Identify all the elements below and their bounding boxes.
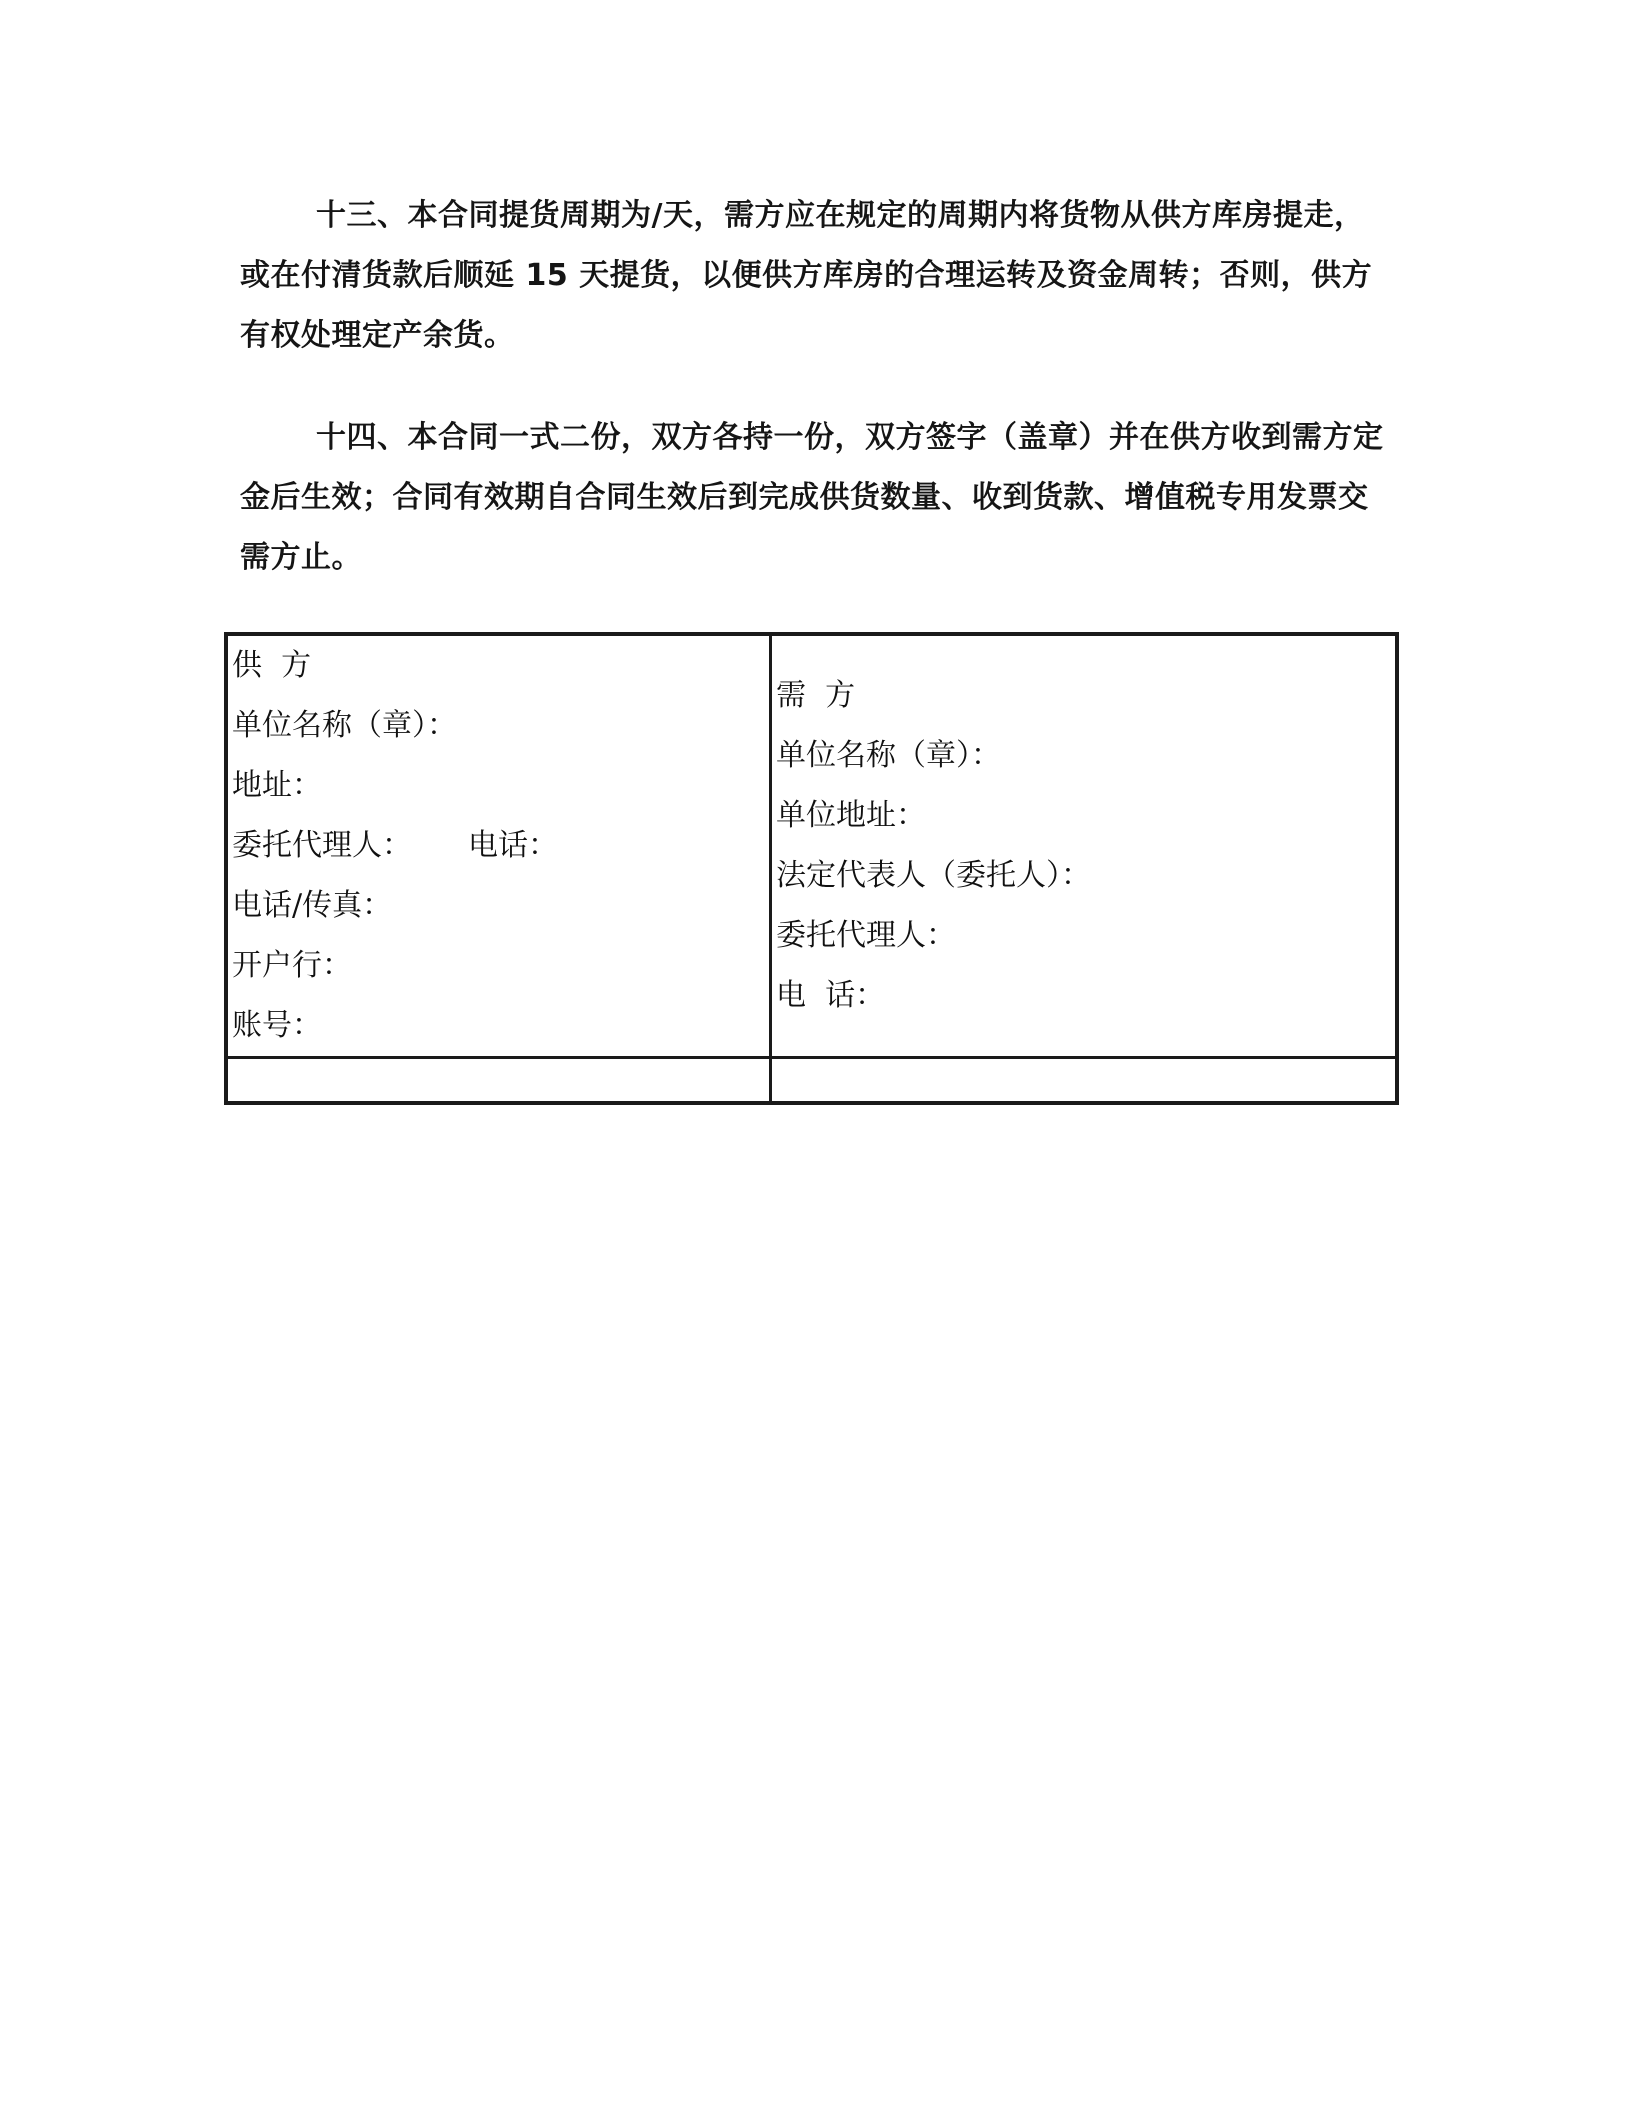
supplier-cell <box>226 634 771 1058</box>
buyer-agent: 委托代理人： <box>776 918 956 953</box>
clause-14: 十四、本合同一式二份，双方各持一份，双方签字（盖章）并在供方收到需方定金后生效；合同有效期自合同生效后到完成供货数量、收到货款、增值税专用发票交需方止。 <box>240 420 1384 575</box>
supplier-heading: 供 方 <box>232 648 312 683</box>
supplier-phone-fax: 电话/传真： <box>232 888 393 923</box>
supplier-agent: 委托代理人： <box>232 828 412 863</box>
supplier-bank: 开户行： <box>232 948 352 983</box>
supplier-agent-phone: 电话： <box>468 828 558 863</box>
blank-cell-left <box>226 1058 771 1104</box>
buyer-phone: 电 话： <box>776 978 886 1013</box>
buyer-company-name: 单位名称（章）： <box>776 738 1001 773</box>
signature-row <box>226 634 1397 1058</box>
clause-13: 十三、本合同提货周期为/天，需方应在规定的周期内将货物从供方库房提走，或在付清货款后顺延 15 天提货，以便供方库房的合理运转及资金周转；否则，供方有权处理定产余货。 <box>240 198 1373 353</box>
buyer-legal-rep: 法定代表人（委托人）： <box>776 858 1091 893</box>
supplier-agent-line <box>232 816 765 876</box>
supplier-company-name: 单位名称（章）： <box>232 708 457 743</box>
supplier-address: 地址： <box>232 768 322 803</box>
supplier-account: 账号： <box>232 1008 322 1043</box>
blank-row <box>226 1058 1397 1104</box>
buyer-address: 单位地址： <box>776 798 926 833</box>
blank-cell-right <box>771 1058 1398 1104</box>
buyer-heading: 需 方 <box>776 678 856 713</box>
buyer-cell <box>771 634 1398 1058</box>
signature-table <box>224 632 1399 1105</box>
